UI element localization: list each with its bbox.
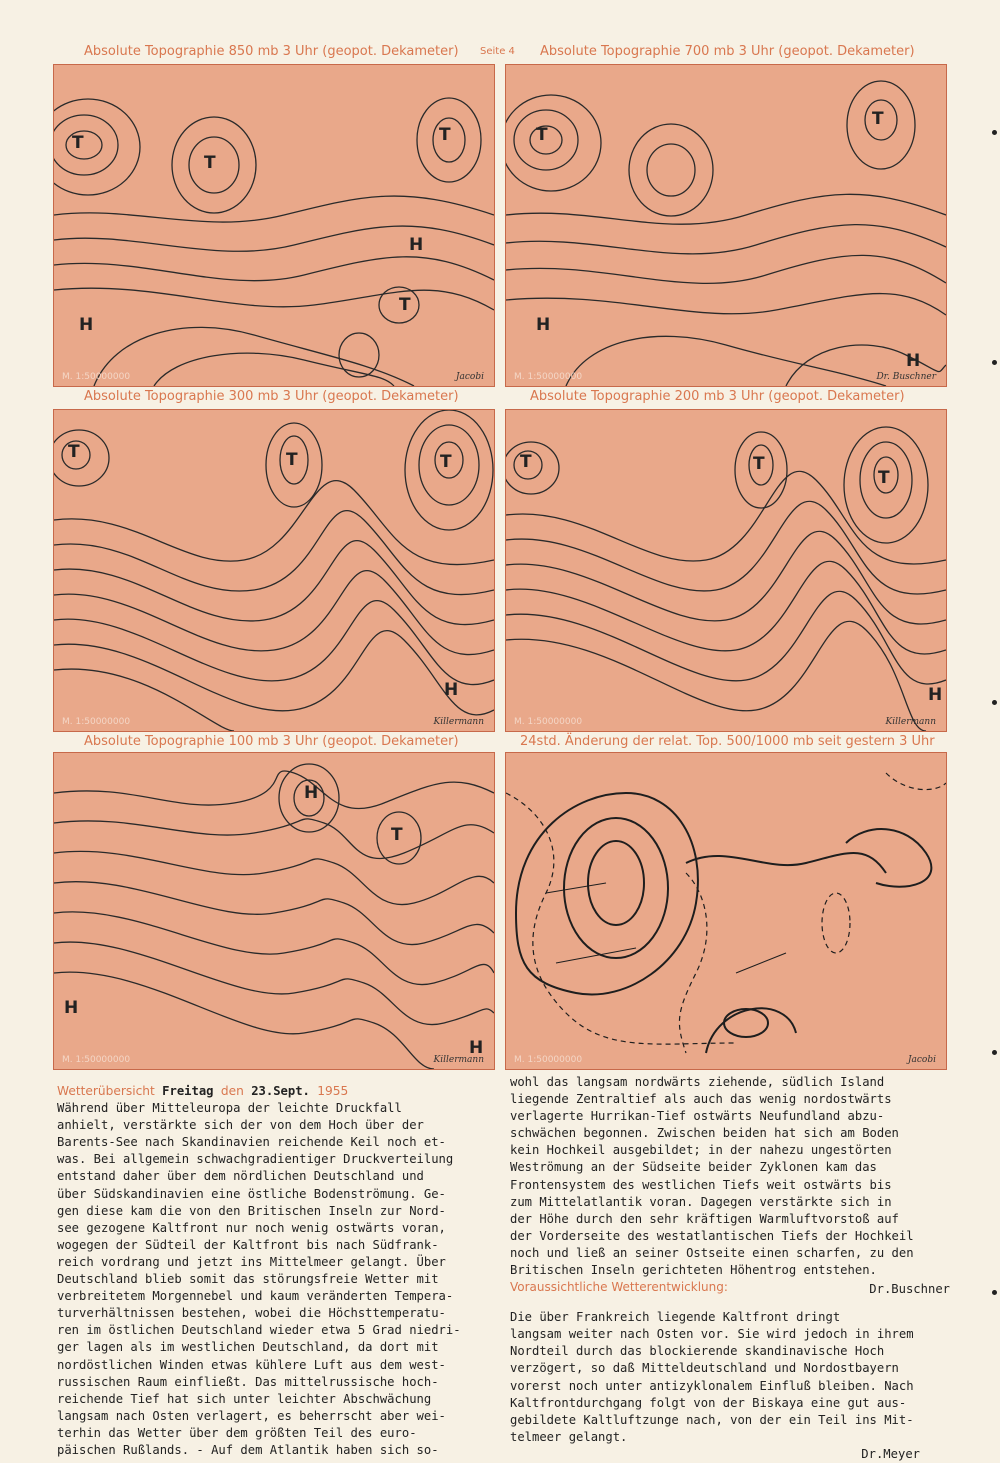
high-marker: H — [928, 685, 943, 705]
text-line: Kaltfrontdurchgang folgt von der Biskaya eine gut aus- — [510, 1395, 907, 1410]
high-marker: H — [536, 315, 551, 335]
text-line: langsam weiter nach Osten vor. Sie wird jedoch in ihrem — [510, 1327, 914, 1342]
text-line: russischen Raum einfließt. Das mittelrussische hoch- — [57, 1374, 439, 1389]
map-scale: M. 1:50000000 — [62, 1055, 131, 1065]
report-right-column — [510, 1074, 950, 1463]
text-line: zum Mittelatlantik voran. Dagegen verstärkte sich in — [510, 1194, 892, 1209]
high-marker: H — [64, 998, 79, 1018]
report-signature: Dr.Buschner — [869, 1282, 950, 1297]
map-change-caption: 24std. Änderung der relat. Top. 500/1000 mb seit gestern 3 Uhr — [520, 734, 935, 749]
map-100-caption: Absolute Topographie 100 mb 3 Uhr (geopot. Dekameter) — [84, 734, 459, 749]
text-line: päischen Rußlands. - Auf dem Atlantik haben sich so- — [57, 1442, 439, 1457]
text-line: Die über Frankreich liegende Kaltfront dringt — [510, 1310, 841, 1325]
page-number: Seite 4 — [480, 46, 515, 57]
text-line: gebildete Kaltluftzunge nach, von der ein Teil ins Mit- — [510, 1412, 914, 1427]
text-line: vorerst noch unter antizyklonalem Einfluß bleiben. Nach — [510, 1378, 914, 1393]
text-line: kein Hochkeil ausgebildet; in der nahezu ungestörten — [510, 1143, 892, 1158]
text-line: wogegen der Südteil der Kaltfront bis nach Südfrank- — [57, 1237, 439, 1252]
map-200mb — [505, 409, 947, 732]
text-line: reich vordrang und jetzt ins Mittelmeer gelangt. Über — [57, 1254, 446, 1269]
text-line: über Südskandinavien eine östliche Bodenströmung. Ge- — [57, 1186, 446, 1201]
low-marker: T — [440, 452, 452, 472]
text-line: Frontensystem des westlichen Tiefs weit ostwärts bis — [510, 1177, 892, 1192]
low-marker: T — [520, 452, 532, 472]
report-year: 1955 — [317, 1084, 349, 1098]
text-line: gen diese kam die von den Britischen Inseln zur Nord- — [57, 1203, 446, 1218]
forecast-signature: Dr.Meyer — [861, 1446, 920, 1461]
report-signature-row — [510, 1279, 950, 1299]
report-left-column — [57, 1083, 497, 1459]
text-line: wohl das langsam nordwärts ziehende, südlich Island — [510, 1075, 885, 1089]
forecast-heading: Voraussichtliche Wetterentwicklung: — [510, 1280, 728, 1295]
map-200mb-isohypses — [506, 410, 946, 731]
text-line: Britischen Inseln gerichteten Höhentrog entstehen. — [510, 1263, 877, 1278]
punch-hole — [992, 130, 997, 135]
punch-hole — [992, 1050, 997, 1055]
map-300mb — [53, 409, 495, 732]
text-line: reichende Tief hat sich unter leichter Abschwächung — [57, 1391, 432, 1406]
map-700-caption: Absolute Topographie 700 mb 3 Uhr (geopot. Dekameter) — [540, 44, 915, 59]
report-date: 23.Sept. — [251, 1084, 310, 1098]
low-marker: T — [72, 133, 84, 153]
text-line: liegende Zentraltief als auch das wenig nordostwärts — [510, 1092, 892, 1107]
high-marker: H — [79, 315, 94, 335]
text-line: telmeer gelangt. — [510, 1429, 628, 1444]
map-scale: M. 1:50000000 — [514, 717, 583, 727]
map-signature: Jacobi — [907, 1055, 936, 1065]
report-right-lines — [510, 1074, 950, 1279]
map-signature: Dr. Buschner — [876, 372, 936, 382]
map-100mb — [53, 752, 495, 1070]
report-heading-line — [57, 1083, 497, 1100]
text-line: verbreitetem Morgennebel und kaum veränderten Tempera- — [57, 1289, 454, 1304]
low-marker: T — [872, 109, 884, 129]
report-day: Freitag — [162, 1084, 214, 1098]
map-300-caption: Absolute Topographie 300 mb 3 Uhr (geopot. Dekameter) — [84, 389, 459, 404]
text-line: see gezogene Kaltfront nur noch wenig ostwärts voran, — [57, 1220, 446, 1235]
text-line: ger lagen als im westlichen Deutschland, da dort mit — [57, 1340, 439, 1355]
map-scale: M. 1:50000000 — [514, 372, 583, 382]
high-marker: H — [304, 783, 319, 803]
punch-hole — [992, 700, 997, 705]
map-200-caption: Absolute Topographie 200 mb 3 Uhr (geopot. Dekameter) — [530, 389, 905, 404]
map-24h-change — [505, 752, 947, 1070]
report-den: den — [220, 1084, 244, 1098]
text-line: Barents-See nach Skandinavien reichende Keil noch et- — [57, 1135, 446, 1150]
text-line: schwächen begonnen. Zwischen beiden hat sich am Boden — [510, 1126, 899, 1141]
low-marker: T — [399, 295, 411, 315]
map-300mb-isohypses — [54, 410, 494, 731]
text-line: Während über Mitteleuropa der leichte Druckfall — [57, 1101, 402, 1116]
text-line: Deutschland blieb somit das störungsfreie Wetter mit — [57, 1272, 439, 1287]
report-left-lines — [57, 1100, 497, 1459]
low-marker: T — [439, 125, 451, 145]
text-line: entstand daher über dem nördlichen Deutschland und — [57, 1169, 424, 1184]
map-700mb — [505, 64, 947, 387]
low-marker: T — [536, 125, 548, 145]
text-line: Nordteil durch das blockierende skandinavische Hoch — [510, 1344, 885, 1359]
report-heading: Wetterübersicht — [57, 1084, 155, 1098]
map-100mb-isohypses — [54, 753, 494, 1069]
text-line: nordöstlichen Winden etwas kühlere Luft aus dem west- — [57, 1357, 446, 1372]
text-line: was. Bei allgemein schwachgradientiger Druckverteilung — [57, 1152, 454, 1167]
high-marker: H — [409, 235, 424, 255]
text-line: noch und ließ an seiner Ostseite einen scharfen, zu den — [510, 1245, 914, 1260]
punch-hole — [992, 360, 997, 365]
text-line: langsam nach Osten verlagert, es beherrscht aber wei- — [57, 1408, 446, 1423]
map-850-caption: Absolute Topographie 850 mb 3 Uhr (geopot. Dekameter) — [84, 44, 459, 59]
low-marker: T — [204, 153, 216, 173]
map-signature: Killermann — [885, 717, 936, 727]
map-change-contours — [506, 753, 946, 1069]
text-line: der Höhe durch den sehr kräftigen Warmluftvorstoß auf — [510, 1211, 899, 1226]
high-marker: H — [444, 680, 459, 700]
low-marker: T — [878, 468, 890, 488]
map-signature: Killermann — [433, 717, 484, 727]
text-line: verzögert, so daß Mitteldeutschland und Nordostbayern — [510, 1361, 899, 1376]
map-850mb — [53, 64, 495, 387]
punch-hole — [992, 1290, 997, 1295]
text-line: ren im östlichen Deutschland wieder etwa 5 Grad niedri- — [57, 1323, 461, 1338]
low-marker: T — [68, 442, 80, 462]
text-line: turverhältnissen bestehen, wobei die Höchsttemperatu- — [57, 1306, 446, 1321]
text-line: Weströmung an der Südseite beider Zyklonen kam das — [510, 1160, 877, 1175]
forecast-lines — [510, 1309, 950, 1446]
map-850mb-isohypses — [54, 65, 494, 386]
text-line: der Vorderseite des westatlantischen Tiefs der Hochkeil — [510, 1228, 914, 1243]
text-line: terhin das Wetter über dem größten Teil des euro- — [57, 1425, 417, 1440]
text-line: verlagerte Hurrikan-Tief ostwärts Neufundland abzu- — [510, 1109, 885, 1124]
map-signature: Killermann — [433, 1055, 484, 1065]
map-signature: Jacobi — [455, 372, 484, 382]
map-scale: M. 1:50000000 — [514, 1055, 583, 1065]
high-marker: H — [906, 351, 921, 371]
map-scale: M. 1:50000000 — [62, 717, 131, 727]
high-marker: H — [469, 1038, 484, 1058]
text-line: anhielt, verstärkte sich der von dem Hoch über der — [57, 1118, 424, 1133]
map-scale: M. 1:50000000 — [62, 372, 131, 382]
low-marker: T — [753, 454, 765, 474]
low-marker: T — [286, 450, 298, 470]
low-marker: T — [391, 825, 403, 845]
